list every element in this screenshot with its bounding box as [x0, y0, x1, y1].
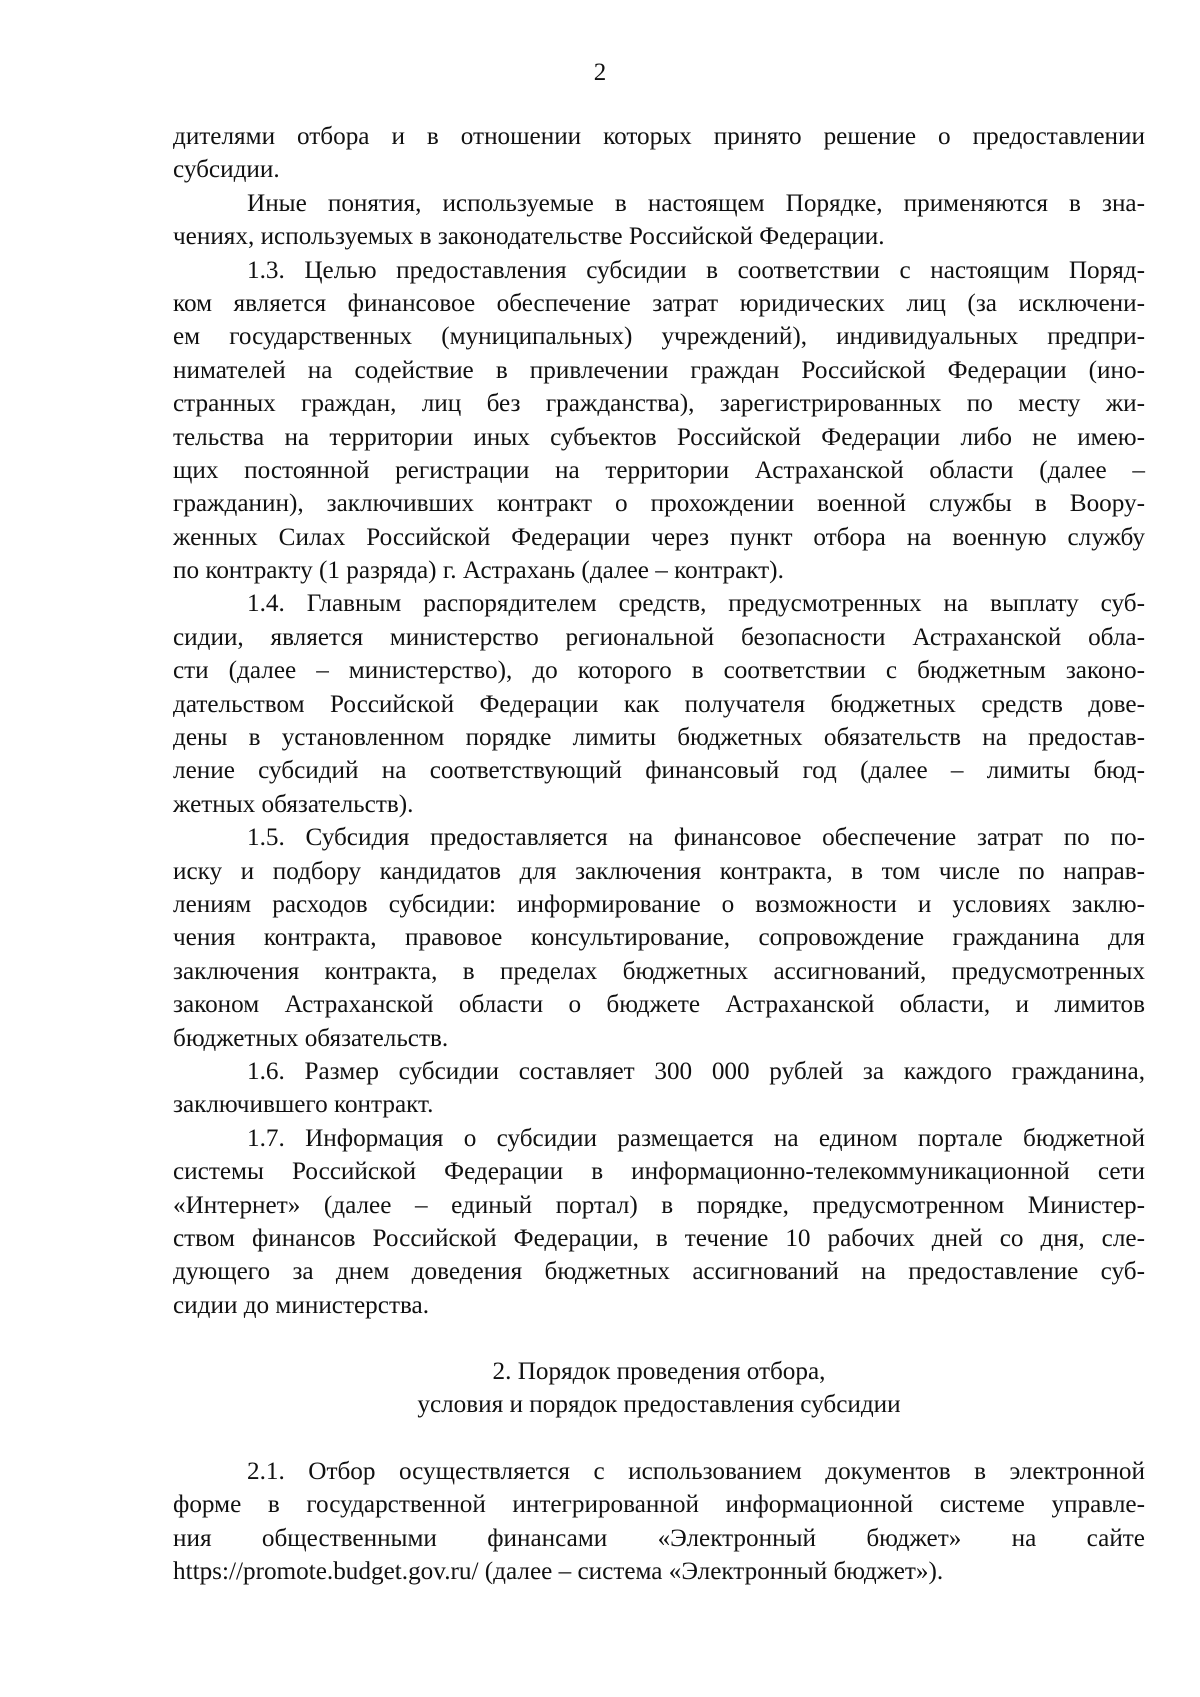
text-line: 2.1. Отбор осуществляется с использованием документов в электронной: [247, 1457, 1145, 1485]
text-line: 1.3. Целью предоставления субсидии в соответствии с настоящим Поряд-: [247, 256, 1145, 284]
text-line: ния общественными финансами «Электронный бюджет» на сайте: [173, 1524, 1145, 1552]
paragraph-other-concepts: [173, 187, 1145, 254]
text-line: дителями отбора и в отношении которых принято решение о предоставлении: [173, 123, 1145, 150]
text-line: тельства на территории иных субъектов Российской Федерации либо не имею-: [173, 423, 1145, 451]
text-line: 1.6. Размер субсидии составляет 300 000 рублей за каждого гражданина,: [247, 1057, 1145, 1085]
paragraph-2-1: [173, 1455, 1145, 1589]
text-line: лениям расходов субсидии: информирование о возможности и условиях заклю-: [173, 890, 1145, 918]
text-line: сидии до министерства.: [173, 1291, 429, 1319]
section-heading: [173, 1355, 1145, 1422]
paragraph-1-5: [173, 821, 1145, 1055]
text-line: щих постоянной регистрации на территории Астраханской области (далее –: [173, 456, 1145, 484]
section-heading-line: условия и порядок предоставления субсидии: [417, 1391, 901, 1419]
text-line: странных граждан, лиц без гражданства), зарегистрированных по месту жи-: [173, 390, 1145, 418]
section-heading-line: 2. Порядок проведения отбора,: [492, 1358, 826, 1386]
spacer: [173, 1322, 1145, 1355]
text-line: иску и подбору кандидатов для заключения контракта, в том числе по направ-: [173, 857, 1145, 885]
text-line: Иные понятия, используемые в настоящем Порядке, применяются в зна-: [247, 189, 1145, 217]
text-line: бюджетных обязательств.: [173, 1024, 449, 1052]
text-line: субсидии.: [173, 156, 280, 184]
text-line: ством финансов Российской Федерации, в течение 10 рабочих дней со дня, сле-: [173, 1224, 1145, 1252]
spacer: [173, 1422, 1145, 1455]
text-line: чениях, используемых в законодательстве Российской Федерации.: [173, 223, 885, 251]
text-line: «Интернет» (далее – единый портал) в порядке, предусмотренном Министер-: [173, 1191, 1145, 1219]
page-number: 2: [593, 59, 607, 86]
paragraph-continuation: [173, 120, 1145, 187]
text-line: нимателей на содействие в привлечении граждан Российской Федерации (ино-: [173, 356, 1145, 384]
text-line: ем государственных (муниципальных) учреждений), индивидуальных предпри-: [173, 323, 1145, 351]
text-line: законом Астраханской области о бюджете Астраханской области, и лимитов: [173, 991, 1145, 1019]
text-line: жетных обязательств).: [173, 790, 414, 818]
text-line: заключения контракта, в пределах бюджетных ассигнований, предусмотренных: [173, 957, 1145, 985]
paragraph-1-7: [173, 1122, 1145, 1322]
text-line: чения контракта, правовое консультирование, сопровождение гражданина для: [173, 924, 1145, 952]
text-line: 1.5. Субсидия предоставляется на финансовое обеспечение затрат по по-: [247, 824, 1145, 852]
text-line: ком является финансовое обеспечение затрат юридических лиц (за исключени-: [173, 289, 1145, 317]
text-line: сидии, является министерство региональной безопасности Астраханской обла-: [173, 623, 1145, 651]
paragraph-1-4: [173, 587, 1145, 821]
paragraph-1-6: [173, 1055, 1145, 1122]
text-line: дательством Российской Федерации как получателя бюджетных средств дове-: [173, 690, 1145, 718]
text-line: 1.7. Информация о субсидии размещается на едином портале бюджетной: [247, 1124, 1145, 1152]
document-body: [173, 120, 1145, 1588]
text-line: форме в государственной интегрированной информационной системе управле-: [173, 1491, 1145, 1519]
text-line: женных Силах Российской Федерации через пункт отбора на военную службу: [173, 523, 1145, 551]
text-line: гражданин), заключивших контракт о прохождении военной службы в Воору-: [173, 490, 1145, 518]
text-line: ление субсидий на соответствующий финансовый год (далее – лимиты бюд-: [173, 757, 1145, 785]
text-line: сти (далее – министерство), до которого в соответствии с бюджетным законо-: [173, 657, 1145, 685]
text-line: системы Российской Федерации в информационно-телекоммуникационной сети: [173, 1158, 1145, 1186]
text-line: дующего за днем доведения бюджетных ассигнований на предоставление суб-: [173, 1258, 1145, 1286]
text-line: заключившего контракт.: [173, 1091, 434, 1119]
paragraph-1-3: [173, 254, 1145, 588]
text-line: дены в установленном порядке лимиты бюджетных обязательств на предостав-: [173, 724, 1145, 752]
text-line: по контракту (1 разряда) г. Астрахань (далее – контракт).: [173, 557, 784, 585]
text-line: https://promote.budget.gov.ru/ (далее – система «Электронный бюджет»).: [173, 1558, 944, 1586]
text-line: 1.4. Главным распорядителем средств, предусмотренных на выплату суб-: [247, 590, 1145, 618]
